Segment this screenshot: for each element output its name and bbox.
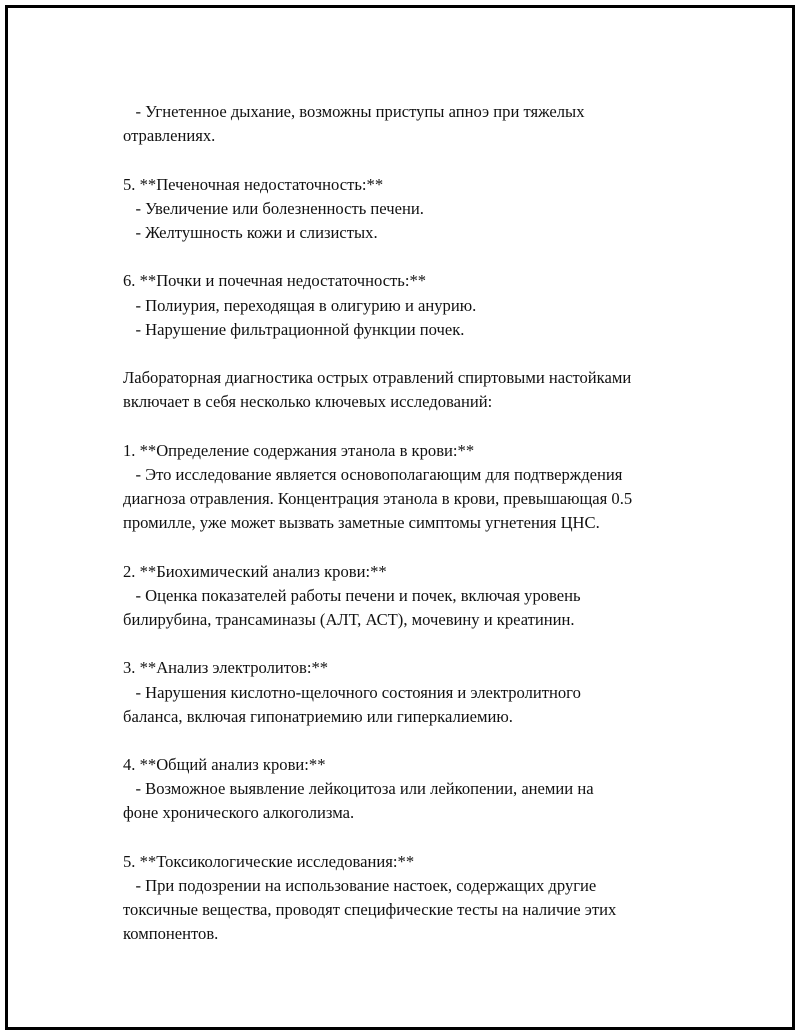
page-frame <box>5 5 795 1030</box>
text-line: - Оценка показателей работы печени и почек, включая уровень <box>123 585 581 605</box>
text-line: - Нарушение фильтрационной функции почек. <box>123 319 465 339</box>
text-line: компонентов. <box>123 924 219 944</box>
text-line: 2. **Биохимический анализ крови:** <box>123 561 387 581</box>
paragraph-spacer <box>123 148 723 172</box>
page-content <box>123 100 723 947</box>
paragraph-spacer <box>123 535 723 559</box>
text-line: - Полиурия, переходящая в олигурию и анурию. <box>123 295 477 315</box>
text-line: отравлениях. <box>123 126 216 146</box>
paragraph-spacer <box>123 729 723 753</box>
paragraph-spacer <box>123 342 723 366</box>
text-line: баланса, включая гипонатриемию или гиперкалиемию. <box>123 706 513 726</box>
text-line: 4. **Общий анализ крови:** <box>123 755 326 775</box>
text-line: 6. **Почки и почечная недостаточность:** <box>123 271 427 291</box>
text-line: диагноза отравления. Концентрация этанола в крови, превышающая 0.5 <box>123 489 633 508</box>
text-line: - Угнетенное дыхание, возможны приступы апноэ при тяжелых <box>123 102 585 121</box>
text-line: - Это исследование является основополагающим для подтверждения <box>123 464 623 484</box>
paragraph-kidney-failure <box>123 269 723 342</box>
text-line: включает в себя несколько ключевых исследований: <box>123 392 493 412</box>
text-line: 5. **Печеночная недостаточность:** <box>123 174 384 194</box>
text-line: - Возможное выявление лейкоцитоза или лейкопении, анемии на <box>123 779 594 799</box>
text-line: 5. **Токсикологические исследования:** <box>123 851 415 871</box>
text-line: - Желтушность кожи и слизистых. <box>123 222 378 242</box>
paragraph-ethanol-test <box>123 439 723 536</box>
text-line: - Нарушения кислотно-щелочного состояния и электролитного <box>123 682 581 702</box>
text-line: 3. **Анализ электролитов:** <box>123 658 329 678</box>
text-line: - При подозрении на использование настоек, содержащих другие <box>123 876 597 895</box>
text-line: фоне хронического алкоголизма. <box>123 803 355 823</box>
paragraph-spacer <box>123 245 723 269</box>
paragraph-spacer <box>123 632 723 656</box>
paragraph-spacer <box>123 826 723 850</box>
paragraph-spacer <box>123 414 723 438</box>
paragraph-respiratory-tail <box>123 100 723 148</box>
paragraph-cbc-test <box>123 753 723 826</box>
text-line: 1. **Определение содержания этанола в крови:** <box>123 440 475 460</box>
paragraph-toxicology-test <box>123 850 723 947</box>
text-line: токсичные вещества, проводят специфические тесты на наличие этих <box>123 900 617 920</box>
text-line: промилле, уже может вызвать заметные симптомы угнетения ЦНС. <box>123 513 600 533</box>
paragraph-lab-intro <box>123 366 723 414</box>
paragraph-electrolytes-test <box>123 656 723 729</box>
paragraph-biochem-test <box>123 560 723 633</box>
text-line: билирубина, трансаминазы (АЛТ, АСТ), мочевину и креатинин. <box>123 609 575 629</box>
text-line: Лабораторная диагностика острых отравлений спиртовыми настойками <box>123 368 632 388</box>
text-line: - Увеличение или болезненность печени. <box>123 198 424 218</box>
paragraph-liver-failure <box>123 173 723 246</box>
